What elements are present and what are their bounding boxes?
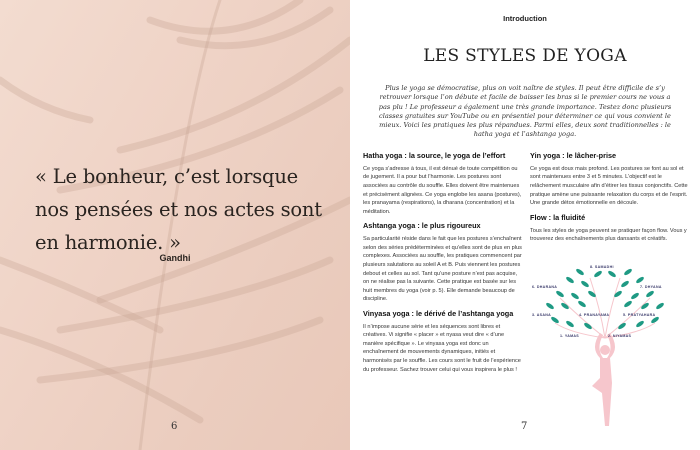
leaf-icon <box>575 268 585 276</box>
section-heading: Vinyasa yoga : le dérivé de l’ashtanga yoga <box>363 308 514 318</box>
section-body: Ce yoga s’adresse à tous, il est dénué de toute compétition ou de jugement. Il a pour but l’harmonie. Les postures sont associées au contrôle du souffle. Elles doivent être maintenues et précisément alignées. Ce yoga englobe les asana (postures), les pranayama (respirations), la dharana (concentration) et la méditation. <box>363 165 522 215</box>
leaf-icon <box>555 290 565 298</box>
leaf-icon <box>580 280 590 288</box>
leaf-icon <box>550 316 560 324</box>
right-column <box>530 152 688 250</box>
diagram-label: 8. SAMADHI <box>590 265 614 269</box>
section-heading: Hatha yoga : la source, le yoga de l’effort <box>363 151 506 160</box>
leaf-icon <box>607 270 617 278</box>
diagram-label: 3. ASANA <box>532 313 552 317</box>
left-column <box>363 152 523 380</box>
leaf-icon <box>623 300 633 308</box>
yoga-figure-icon <box>592 333 615 426</box>
section-body: Tous les styles de yoga peuvent se pratiquer façon flow. Vous y trouverez des enchaînements plus dansants et créatifs. <box>530 227 687 243</box>
leaf-icon <box>617 322 627 330</box>
page-number-left: 6 <box>171 421 178 432</box>
diagram-label: 5. PRATYAHARA <box>623 313 656 317</box>
leaf-icon <box>620 280 630 288</box>
section-body: Sa particularité réside dans le fait que les postures s’enchaînent selon des séries prédéterminées et qu’elles sont de plus en plus complexes. Associées au souffle, les pratiques commencent par plusieurs salutations au soleil A et B. Puis viennent les postures debout et celles au sol. Tant qu’une posture n’est pas acquise, on ne réalise pas la suivante. Cette pratique est basée sur les huit membres du yoga (voir p. 5). Elle demande beaucoup de discipline. <box>363 236 522 303</box>
section-heading: Yin yoga : le lâcher-prise <box>530 151 617 160</box>
leaf-icon <box>570 292 580 300</box>
section-heading: Flow : la fluidité <box>530 212 586 222</box>
diagram-label: 6. DHARANA <box>532 285 558 289</box>
section-heading: Ashtanga yoga : le plus rigoureux <box>363 221 481 231</box>
quote-text: « Le bonheur, c’est lorsque nos pensées et nos actes sont en harmonie. » <box>35 165 322 254</box>
diagram-label: 1. YAMAS <box>560 334 579 338</box>
leaf-icon <box>565 276 575 284</box>
page-number-right: 7 <box>521 421 528 432</box>
diagram-label: 4. PRANAYAMA <box>579 313 610 317</box>
leaf-icon <box>583 322 593 330</box>
right-page <box>350 0 700 450</box>
leaf-icon <box>655 302 665 310</box>
leaf-icon <box>577 300 587 308</box>
leaf-icon <box>565 320 575 328</box>
leaf-icon <box>545 302 555 310</box>
leaf-icon <box>630 292 640 300</box>
leaves <box>545 268 665 330</box>
intro-paragraph: Plus le yoga se démocratise, plus on voit naître de styles. Il peut être difficile de s’y retrouver lorsque l’on débute et facile de baisser les bras si le premier cours ne vous a pas plu ! Le professeur a également une très grande importance. Testez donc plusieurs classes gratuites sur YouTube ou en présentiel pour déterminer ce qui vous convient le mieux. Voici les pratiques les plus répandues. Parmi elles, deux sont traditionnelles : le hatha yoga et l’ashtanga yoga. <box>378 84 672 139</box>
leaf-icon <box>635 320 645 328</box>
section-body: Il n’impose aucune série et les séquences sont libres et créatives. Vi signifie « placer » et nyasa veut dire « d’une manière spécifique ». Le vinyasa yoga est donc un enchaînement de mouvements dynamiques, initiés et harmonisés par le souffle. Les cours sont le fruit de l’expérience du professeur. Sachez trouver celui qui vous inspirera le plus ! <box>363 323 521 373</box>
leaf-icon <box>593 270 603 278</box>
quote-author: Gandhi <box>159 253 191 263</box>
yoga-tree-diagram <box>530 258 680 428</box>
leaf-icon <box>635 276 645 284</box>
leaf-icon <box>645 290 655 298</box>
diagram-label: 2. NIYAMAS <box>608 334 632 338</box>
leaf-icon <box>623 268 633 276</box>
section-kicker: Introduction <box>503 14 547 23</box>
page-title: LES STYLES DE YOGA <box>423 46 627 66</box>
leaf-icon <box>650 316 660 324</box>
section-body: Ce yoga est doux mais profond. Les postures se font au sol et sont maintenues entre 3 et 5 minutes. L’objectif est le relâchement musculaire afin d’étirer les tissus conjonctifs. Cette pratique amène une puissante relaxation du corps et de l’esprit. Une grande détox émotionnelle en découle. <box>530 165 688 207</box>
diagram-label: 7. DHYANA <box>640 285 662 289</box>
